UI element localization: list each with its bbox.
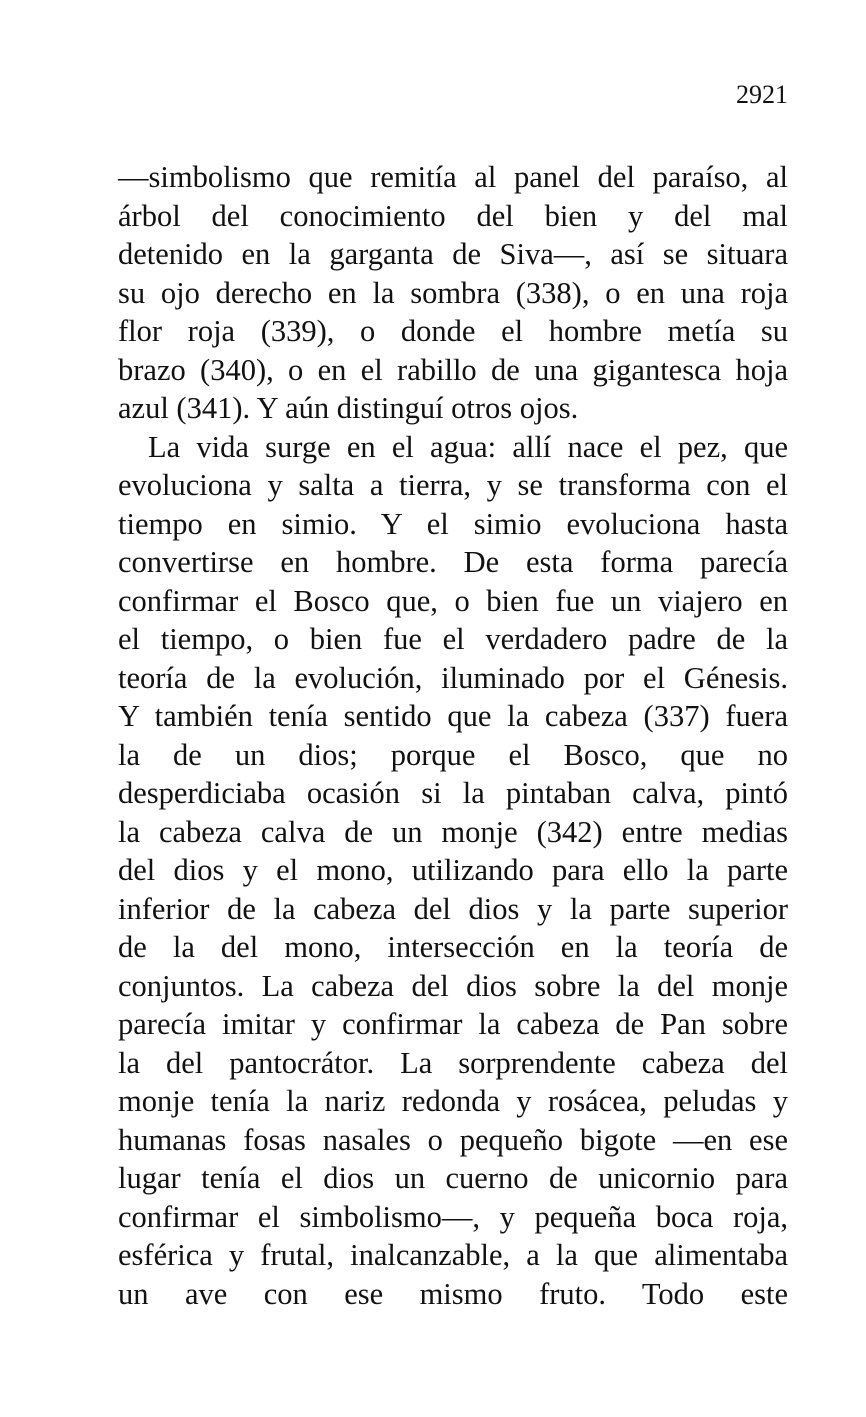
text-line: confirmar el simbolismo—, y pequeña boca roja, <box>118 1199 788 1234</box>
text-line: la del pantocrátor. La sorprendente cabeza del <box>118 1045 788 1080</box>
text-line: la cabeza calva de un monje (342) entre medias <box>118 814 788 849</box>
text-line: del dios y el mono, utilizando para ello la parte <box>118 853 788 887</box>
text-line: la de un dios; porque el Bosco, que no <box>118 737 788 772</box>
text-line: de la del mono, intersección en la teoría de <box>118 930 788 964</box>
text-line: parecía imitar y confirmar la cabeza de Pan sobre <box>118 1007 788 1041</box>
text-line: Y también tenía sentido que la cabeza (337) fuera <box>118 699 788 733</box>
text-line: —simbolismo que remitía al panel del paraíso, al <box>118 160 788 194</box>
text-line: monje tenía la nariz redonda y rosácea, peludas y <box>118 1084 788 1118</box>
paragraph-2 <box>118 428 788 1314</box>
text-line: el tiempo, o bien fue el verdadero padre de la <box>118 622 788 656</box>
text-line: árbol del conocimiento del bien y del mal <box>118 198 788 233</box>
text-line: un ave con ese mismo fruto. Todo este <box>118 1276 788 1311</box>
text-line: humanas fosas nasales o pequeño bigote —en ese <box>118 1122 788 1157</box>
text-line: lugar tenía el dios un cuerno de unicornio para <box>118 1161 788 1195</box>
text-line: confirmar el Bosco que, o bien fue un viajero en <box>118 583 788 618</box>
text-line: evoluciona y salta a tierra, y se transforma con el <box>118 468 788 502</box>
text-line: teoría de la evolución, iluminado por el Génesis. <box>118 660 788 695</box>
text-line: tiempo en simio. Y el simio evoluciona hasta <box>118 506 788 541</box>
text-line: convertirse en hombre. De esta forma parecía <box>118 545 788 579</box>
text-line: brazo (340), o en el rabillo de una gigantesca hoja <box>118 352 788 387</box>
text-line: detenido en la garganta de Siva—, así se situara <box>118 237 788 271</box>
text-line: La vida surge en el agua: allí nace el pez, que <box>148 429 788 464</box>
text-line: flor roja (339), o donde el hombre metía su <box>118 314 788 348</box>
body-text <box>118 158 788 1313</box>
text-line: esférica y frutal, inalcanzable, a la que alimentaba <box>118 1238 788 1272</box>
paragraph-1 <box>118 158 788 428</box>
text-line: su ojo derecho en la sombra (338), o en una roja <box>118 275 788 310</box>
text-line: desperdiciaba ocasión si la pintaban calva, pintó <box>118 776 788 810</box>
page-number: 2921 <box>736 80 788 109</box>
text-line: inferior de la cabeza del dios y la parte superior <box>118 891 788 926</box>
text-line: conjuntos. La cabeza del dios sobre la del monje <box>118 968 788 1003</box>
text-line: azul (341). Y aún distinguí otros ojos. <box>118 391 579 425</box>
